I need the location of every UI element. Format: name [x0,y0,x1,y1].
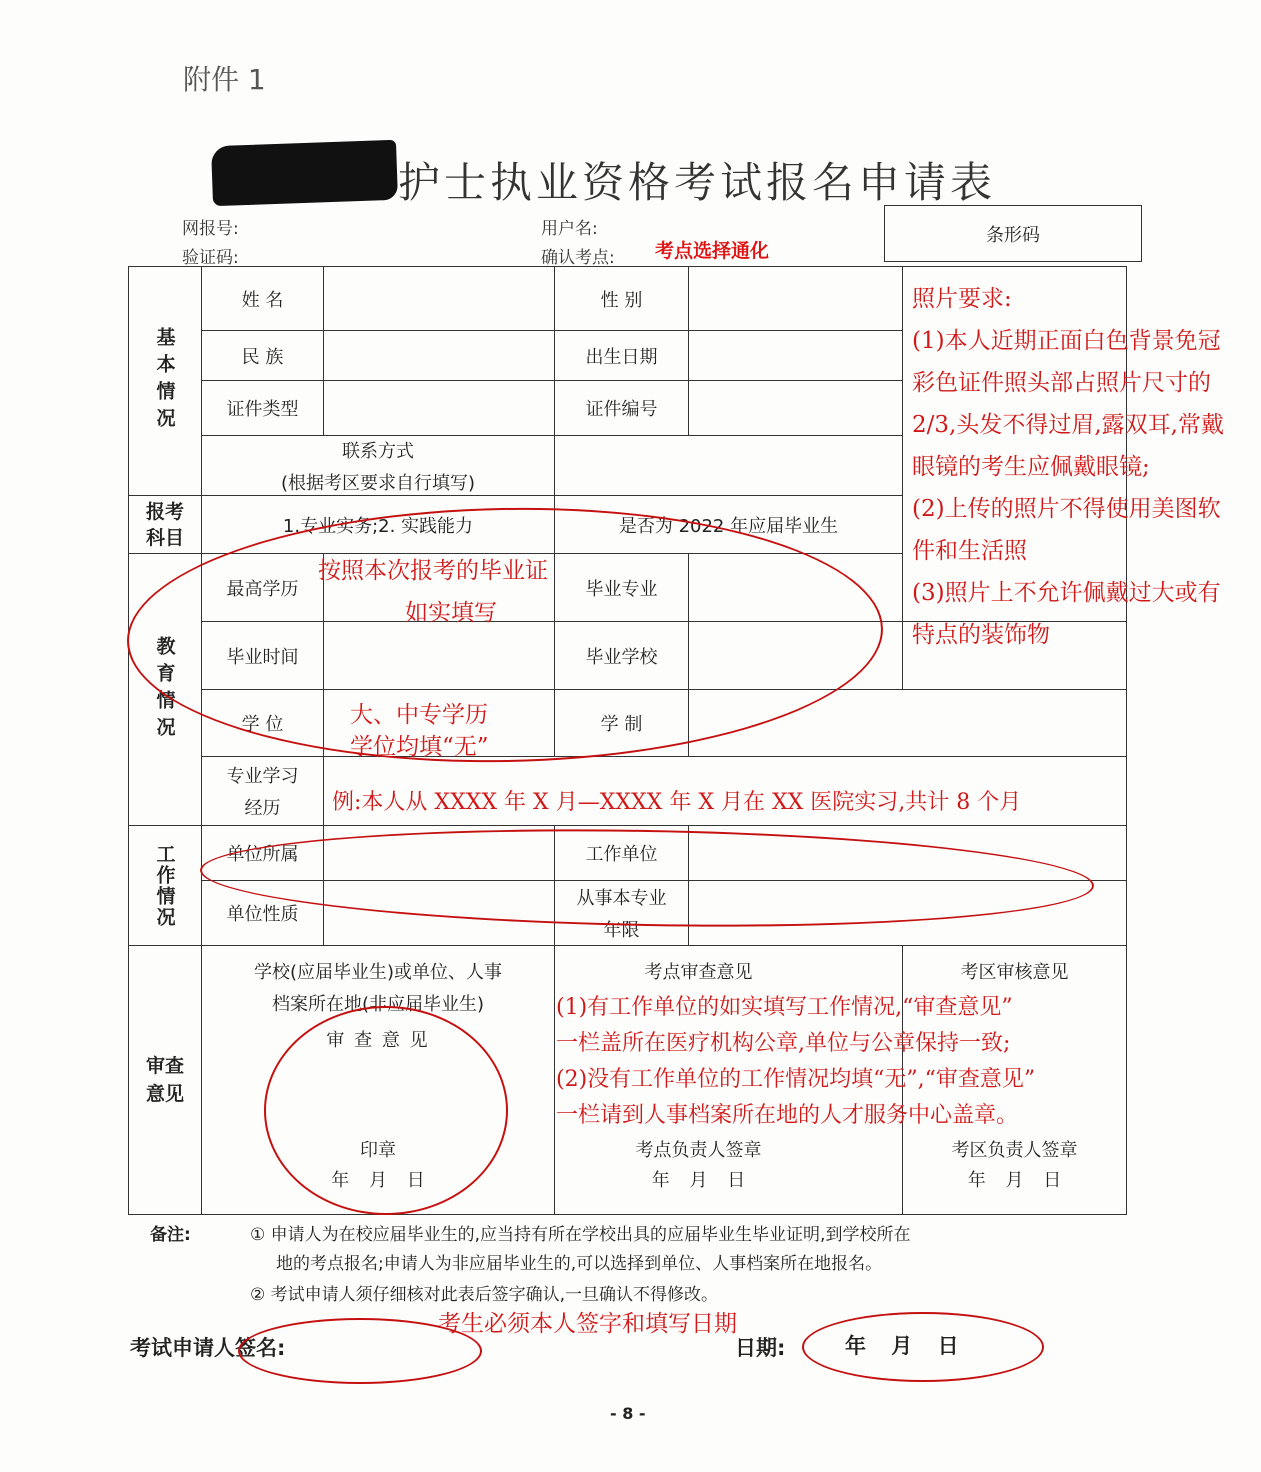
net-no-label: 网报号: [182,219,239,239]
years-label: 从事本专业 年限 [555,881,689,946]
photo-requirements: 照片要求: (1)本人近期正面白色背景免冠彩色证件照头部占照片尺寸的 2/3,头发不得过眉,露双耳,常戴眼镜的考生应佩戴眼镜; (2)上传的照片不得使用美图软件和生活照 (3)照片上不允许佩戴过大或有特点的装饰物 [912,286,1224,648]
section-review: 审查意见 [129,946,202,1215]
date-oval [802,1312,1044,1382]
username-label: 用户名: [541,219,598,239]
attachment-label: 附件 1 [183,63,266,96]
seal-oval [264,1006,508,1215]
work-unit-label: 工作单位 [555,826,689,881]
contact-field[interactable] [555,436,903,496]
degree-note-1: 大、中专学历 [350,702,488,728]
signature-label: 考试申请人签名: [130,1336,286,1360]
gender-label: 性 别 [555,267,689,331]
section-work: 工作情况 [129,826,202,946]
birth-field[interactable] [689,331,903,381]
exam-site-label: 确认考点: [541,248,615,268]
unit-nature-label: 单位性质 [202,881,324,946]
grad-time-label: 毕业时间 [202,622,324,690]
note-1-line-1: ① 申请人为在校应届毕业生的,应当持有所在学校出具的应届毕业生毕业证明,到学校所在 [250,1225,911,1245]
review-notes: (1)有工作单位的如实填写工作情况,“审查意见” 一栏盖所在医疗机构公章,单位与公章保持一致; (2)没有工作单位的工作情况均填“无”,“审查意见” 一栏请到人事档案所在地的人才服务中心盖章。 [556,995,1036,1128]
verify-code-label: 验证码: [182,248,239,268]
school-label: 毕业学校 [555,622,689,690]
study-exp-example: 例:本人从 XXXX 年 X 月—XXXX 年 X 月在 XX 医院实习,共计 8 个月 [332,790,1022,815]
exam-site-value: 考点选择通化 [655,240,770,262]
major-label: 毕业专业 [555,554,689,622]
section-education: 教育情况 [129,554,202,826]
ethnic-field[interactable] [324,331,555,381]
section-subject: 报考科目 [129,496,202,554]
date-field[interactable]: 年 月 日 [845,1334,959,1358]
form-title: 护士执业资格考试报名申请表 [398,158,997,207]
sign-note: 考生必须本人签字和填写日期 [438,1311,737,1337]
gender-field[interactable] [689,267,903,331]
study-exp-label: 专业学习 经历 [202,757,324,826]
barcode-label: 条形码 [986,224,1040,246]
school-review-cell: 学校(应届毕业生)或单位、人事 档案所在地(非应届毕业生) 审 查 意 见 印章 年 月 日 [202,946,555,1215]
section-basic: 基本情况 [129,267,202,496]
unit-affil-label: 单位所属 [202,826,324,881]
degree-label: 学 位 [202,690,324,757]
contact-label: 联系方式 (根据考区要求自行填写) [202,436,555,496]
note-1-line-2: 地的考点报名;申请人为非应届毕业生的,可以选择到单位、人事档案所在地报名。 [276,1254,883,1274]
area-review-cell: 考区审核意见 考区负责人签章 年 月 日 [903,946,1127,1215]
name-label: 姓 名 [202,267,324,331]
degree-note-2: 学位均填“无” [350,734,489,760]
birth-label: 出生日期 [555,331,689,381]
page-number: - 8 - [610,1404,646,1423]
ethnic-label: 民 族 [202,331,324,381]
site-review-cell: 考点审查意见 考点负责人签章 年 月 日 [555,946,903,1215]
duration-label: 学 制 [555,690,689,757]
signature-field[interactable] [325,1328,465,1362]
id-no-label: 证件编号 [555,381,689,436]
id-no-field[interactable] [689,381,903,436]
barcode-box [884,205,1142,262]
fresh-grad-label: 是否为 2022 年应届毕业生 [555,496,903,554]
note-2: ② 考试申请人须仔细核对此表后签字确认,一旦确认不得修改。 [250,1285,719,1305]
remark-label: 备注: [150,1225,191,1245]
id-type-label: 证件类型 [202,381,324,436]
edu-note-2: 如实填写 [405,600,497,626]
id-type-field[interactable] [324,381,555,436]
redaction-mark [211,140,398,206]
highest-edu-label: 最高学历 [202,554,324,622]
name-field[interactable] [324,267,555,331]
date-label: 日期: [735,1336,786,1360]
edu-note-1: 按照本次报考的毕业证 [318,558,548,584]
subject-value: 1.专业实务;2. 实践能力 [202,496,555,554]
